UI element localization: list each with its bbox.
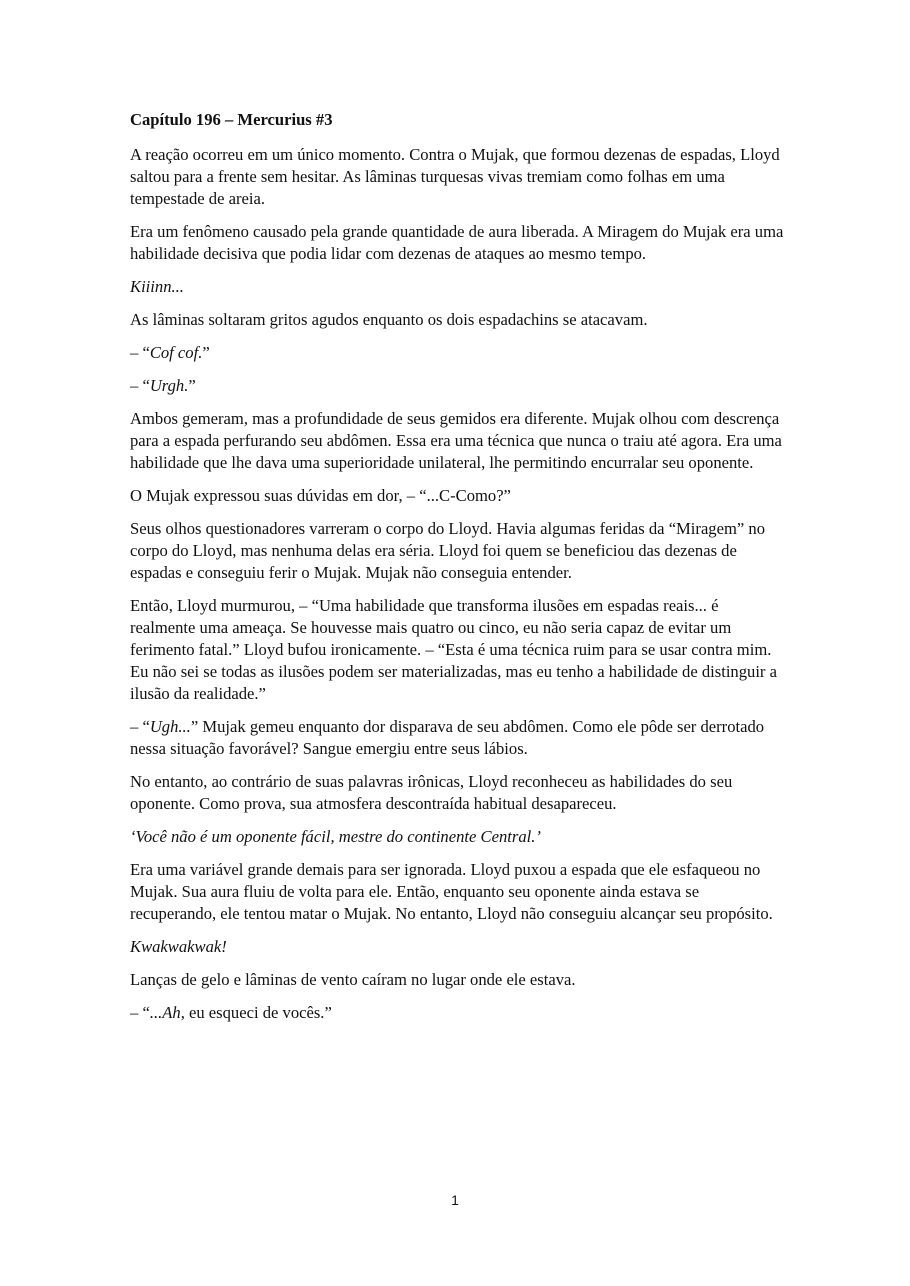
sound-effect-kwakwakwak: Kwakwakwak! — [130, 937, 227, 956]
dialogue-italic: Cof cof. — [149, 343, 203, 362]
paragraph-16: Lanças de gelo e lâminas de vento caíram no lugar onde ele estava. — [130, 970, 576, 989]
paragraph-14: Era uma variável grande demais para ser ignorada. Lloyd puxou a espada que ele esfaqueou no Mujak. Sua aura fluiu de volta para ele. Então, enquanto seu oponente ainda estava se recuperando, ele tentou matar o Mujak. No entanto, Lloyd não conseguiu alcançar seu propósito. — [130, 860, 773, 923]
dialogue-cof-cof — [130, 342, 785, 364]
paragraph-8: O Mujak expressou suas dúvidas em dor, – “...C-Como?” — [130, 486, 511, 505]
thought-line: ‘Você não é um oponente fácil, mestre do continente Central.’ — [130, 827, 541, 846]
dialogue-suffix: ” — [188, 376, 196, 395]
paragraph-4: As lâminas soltaram gritos agudos enquanto os dois espadachins se atacavam. — [130, 310, 648, 329]
dialogue-suffix: , eu esqueci de vocês.” — [180, 1003, 332, 1022]
dialogue-italic: Urgh. — [149, 376, 189, 395]
dialogue-suffix: ” Mujak gemeu enquanto dor disparava de seu abdômen. Como ele pôde ser derrotado nessa situação favorável? Sangue emergiu entre seus lábios. — [130, 717, 765, 758]
chapter-title: Capítulo 196 – Mercurius #3 — [130, 110, 333, 129]
paragraph-9: Seus olhos questionadores varreram o corpo do Lloyd. Havia algumas feridas da “Miragem” no corpo do Lloyd, mas nenhuma delas era séria. Lloyd foi quem se beneficiou das dezenas de espadas e conseguiu ferir o Mujak. Mujak não conseguia entender. — [130, 519, 765, 582]
dialogue-suffix: ” — [202, 343, 210, 362]
paragraph-7: Ambos gemeram, mas a profundidade de seus gemidos era diferente. Mujak olhou com descrença para a espada perfurando seu abdômen. Essa era uma técnica que nunca o traiu até agora. Era uma habilidade que lhe dava uma superioridade unilateral, lhe permitindo encurralar seu oponente. — [130, 409, 782, 472]
paragraph-11 — [130, 716, 785, 760]
dialogue-italic: Ugh... — [149, 717, 191, 736]
sound-effect-kiiinn: Kiiinn... — [130, 277, 184, 296]
dialogue-prefix: – “ — [130, 717, 150, 736]
paragraph-2: Era um fenômeno causado pela grande quantidade de aura liberada. A Miragem do Mujak era uma habilidade decisiva que podia lidar com dezenas de ataques ao mesmo tempo. — [130, 222, 784, 263]
paragraph-1: A reação ocorreu em um único momento. Contra o Mujak, que formou dezenas de espadas, Lloyd saltou para a frente sem hesitar. As lâminas turquesas vivas tremiam como folhas em uma tempestade de areia. — [130, 145, 780, 208]
paragraph-12: No entanto, ao contrário de suas palavras irônicas, Lloyd reconheceu as habilidades do seu oponente. Como prova, sua atmosfera descontraída habitual desapareceu. — [130, 772, 733, 813]
dialogue-prefix: – “ — [130, 376, 150, 395]
dialogue-prefix: – “ — [130, 343, 150, 362]
dialogue-italic: ...Ah — [149, 1003, 181, 1022]
dialogue-prefix: – “ — [130, 1003, 150, 1022]
dialogue-urgh — [130, 375, 785, 397]
page-number: 1 — [451, 1192, 459, 1208]
paragraph-10: Então, Lloyd murmurou, – “Uma habilidade que transforma ilusões em espadas reais... é realmente uma ameaça. Se houvesse mais quatro ou cinco, eu não seria capaz de evitar um ferimento fatal.” Lloyd bufou ironicamente. – “Esta é uma técnica ruim para se usar contra mim. Eu não sei se todas as ilusões podem ser materializadas, mas eu tenho a habilidade de distinguir a ilusão da realidade.” — [130, 596, 777, 703]
dialogue-ah — [130, 1002, 785, 1024]
document-body — [130, 109, 785, 1035]
